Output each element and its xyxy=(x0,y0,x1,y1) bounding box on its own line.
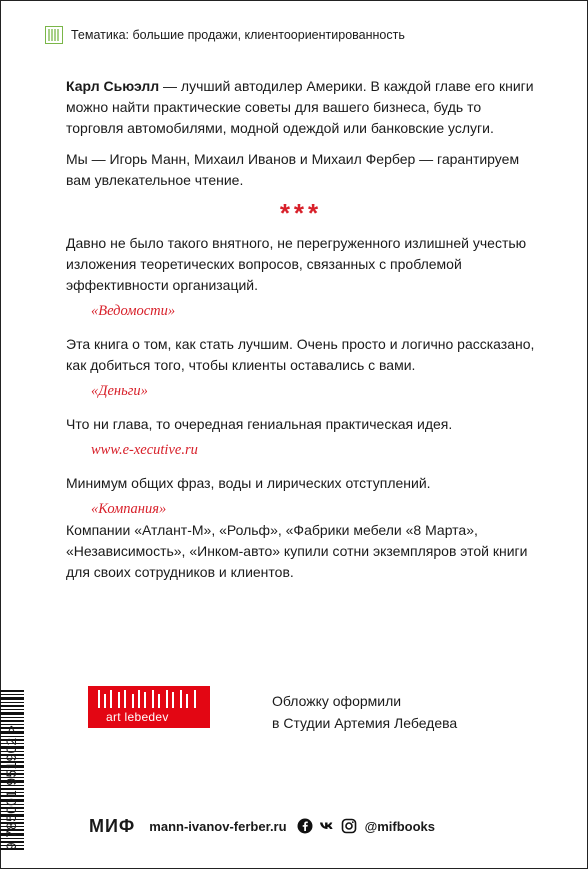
publisher-footer xyxy=(89,815,435,837)
quote-block xyxy=(66,334,536,402)
quote-source: www.e-xecutive.ru xyxy=(91,442,198,458)
cover-design-credit xyxy=(272,690,457,734)
logo-text: art lebedev xyxy=(106,710,169,724)
topic-text: Тематика: большие продажи, клиентоориентированность xyxy=(71,28,405,42)
quote-block xyxy=(66,473,536,520)
intro-paragraph xyxy=(66,76,536,139)
guarantee-paragraph: Мы — Игорь Манн, Михаил Иванов и Михаил Фербер — гарантируем вам увлекательное чтение. xyxy=(66,151,520,188)
mif-logo: МИФ xyxy=(89,815,136,836)
credit-line: Обложку оформили xyxy=(272,693,402,709)
companies-paragraph: Компании «Атлант-М», «Рольф», «Фабрики мебели «8 Марта», «Независимость», «Инком-авто» купили сотни экземпляров этой книги для своих сотрудников и клиентов. xyxy=(66,522,528,580)
publisher-website[interactable]: mann-ivanov-ferber.ru xyxy=(149,818,287,834)
quote-block xyxy=(66,233,536,322)
separator-stars: *** xyxy=(279,198,323,228)
quote-text: Что ни глава, то очередная гениальная практическая идея. xyxy=(66,416,453,432)
facebook-icon[interactable] xyxy=(297,818,313,834)
quote-source: «Деньги» xyxy=(91,383,148,399)
social-handle[interactable]: @mifbooks xyxy=(364,818,436,834)
topic-bar xyxy=(45,25,405,45)
instagram-icon[interactable] xyxy=(341,818,357,834)
quote-source: «Ведомости» xyxy=(91,303,176,319)
art-lebedev-logo xyxy=(88,686,210,728)
book-lines-icon xyxy=(45,26,63,44)
vk-icon[interactable] xyxy=(319,818,335,834)
quote-source: «Компания» xyxy=(91,501,167,517)
annotation-content xyxy=(66,76,536,583)
quote-text: Эта книга о том, как стать лучшим. Очень просто и логично рассказано, как добиться того, чтобы клиенты оставались с вами. xyxy=(66,336,535,373)
logo-bars-icon xyxy=(94,690,204,708)
quote-text: Давно не было такого внятного, не перегруженного излишней учестью изложения теоретических вопросов, связанных с проблемой эффективности организаций. xyxy=(66,235,527,293)
author-name: Карл Сьюэлл xyxy=(66,78,160,94)
quote-block xyxy=(66,414,536,461)
quote-text: Минимум общих фраз, воды и лирических отступлений. xyxy=(66,475,431,491)
credit-line: в Студии Артемия Лебедева xyxy=(272,715,458,731)
barcode-number: 9 785001 951902 > xyxy=(4,724,19,850)
intro-text: — лучший автодилер Америки. В каждой главе его книги можно найти практические советы для вашего бизнеса, будь то торговля автомобилями, модной одеждой или банковские услуги. xyxy=(66,78,534,136)
